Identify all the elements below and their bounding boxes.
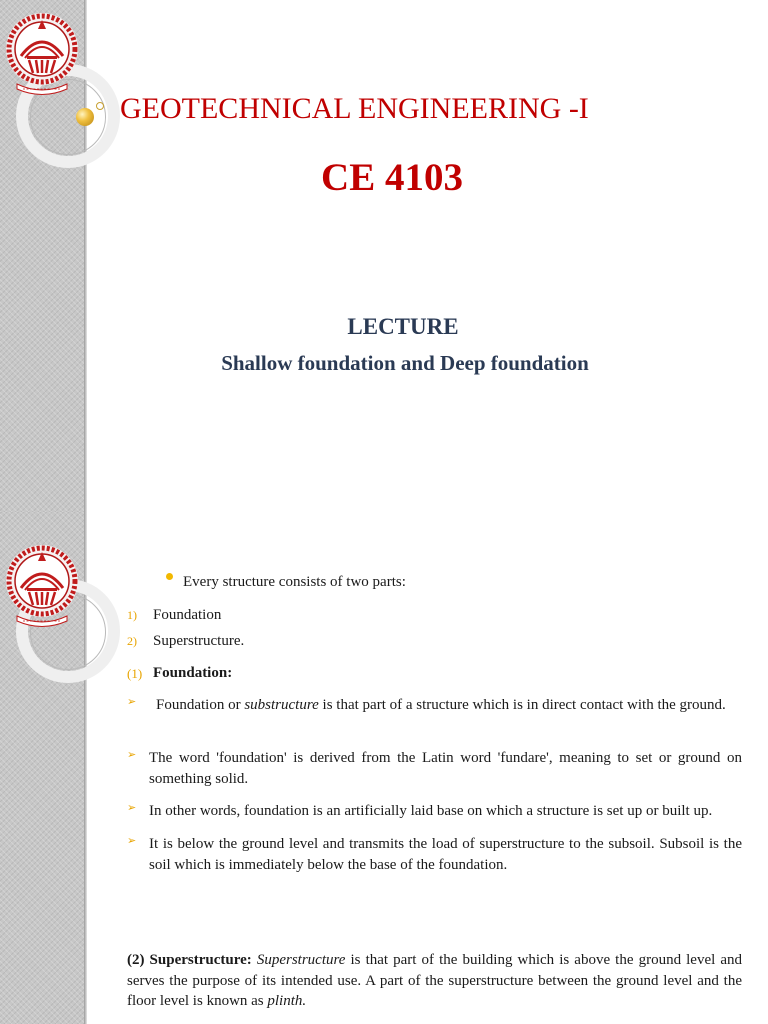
dot-bullet-icon	[166, 573, 173, 580]
emblem-logo	[3, 532, 81, 632]
list-marker: 1)	[127, 608, 137, 622]
foundation-point-2: The word 'foundation' is derived from the Latin word 'fundare', meaning to set or ground on something solid.	[149, 750, 742, 787]
intro-bullet-text: Every structure consists of two parts:	[183, 574, 406, 590]
arrow-bullet-icon: ➢	[127, 749, 137, 761]
list-item-superstructure: Superstructure.	[153, 633, 245, 649]
foundation-point-3: In other words, foundation is an artificially laid base on which a structure is set up or built up.	[149, 803, 713, 819]
foundation-point-4: It is below the ground level and transmits the load of superstructure to the subsoil. Subsoil is the soil which is immediately below the base of the foundation.	[149, 836, 742, 873]
emblem-logo	[3, 0, 81, 100]
list-item-foundation: Foundation	[153, 607, 222, 623]
emphasis-text: Superstructure	[256, 952, 346, 968]
arrow-bullet-icon: ➢	[127, 696, 137, 708]
arrow-bullet-icon: ➢	[127, 835, 137, 847]
point-text: is that part of a structure which is in direct contact with the ground.	[318, 697, 726, 713]
small-dot-icon	[96, 102, 104, 110]
superstructure-paragraph	[127, 950, 742, 1012]
lecture-label: LECTURE	[347, 314, 459, 339]
foundation-point-1	[149, 695, 742, 716]
list-marker: 2)	[127, 634, 137, 648]
course-code: CE 4103	[321, 156, 463, 199]
emphasis-text: substructure	[244, 697, 319, 713]
content-slide	[0, 512, 768, 1024]
superstructure-body: is that part of the building which is above the ground level and serves the purpose of its intended use. A part of the superstructure between the ground level and the floor level is known as	[127, 952, 742, 1010]
arrow-bullet-icon: ➢	[127, 802, 137, 814]
lecture-topic: Shallow foundation and Deep foundation	[221, 351, 589, 375]
gold-dot-icon	[76, 108, 94, 126]
point-text: Foundation or	[156, 697, 245, 713]
superstructure-heading: (2) Superstructure:	[127, 952, 252, 968]
section-marker: (1)	[127, 666, 143, 681]
term-plinth: plinth.	[267, 993, 307, 1010]
foundation-heading: Foundation:	[153, 665, 233, 681]
course-title: GEOTECHNICAL ENGINEERING -I	[120, 92, 589, 125]
